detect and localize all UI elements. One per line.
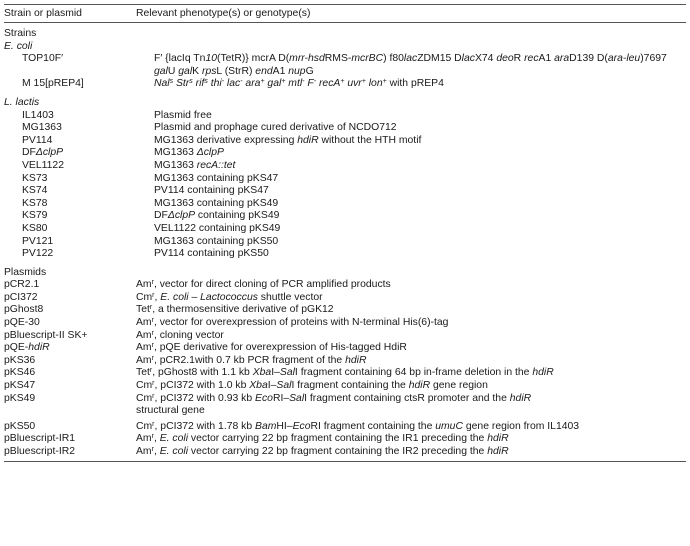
plasmid-name: pKS49 bbox=[4, 392, 36, 404]
table-header bbox=[4, 5, 686, 22]
table-row bbox=[4, 279, 686, 292]
genotype-desc: MG1363 containing pKS50 bbox=[154, 235, 279, 247]
section-label: Plasmids bbox=[4, 266, 47, 278]
plasmid-desc: Am$^r$, pQE derivative for overexpression of His-tagged HdiR bbox=[136, 342, 407, 354]
plasmid-name: pKS46 bbox=[4, 367, 36, 379]
strain-name: PV122 bbox=[22, 248, 54, 260]
section-llactis bbox=[4, 97, 686, 110]
genotype-desc: PV114 containing pKS50 bbox=[154, 248, 269, 260]
strain-name: KS73 bbox=[22, 172, 48, 184]
table-row bbox=[4, 304, 686, 317]
table-row bbox=[4, 147, 686, 160]
plasmid-name: pCR2.1 bbox=[4, 279, 40, 291]
table-row bbox=[4, 173, 686, 186]
table-row bbox=[4, 135, 686, 148]
strain-name: KS80 bbox=[22, 222, 48, 234]
genotype-desc: PV114 containing pKS47 bbox=[154, 185, 269, 197]
genotype-desc: F′ {lacIq Tn10(TetR)} mcrA D(mrr-hsdRMS-mcrBC) f80lacZDM15 DlacX74 deoR recA1 araD139 D(ara-leu)7697 galU galK rpsL (StrR) endA1 nupG bbox=[154, 53, 667, 77]
table-row bbox=[4, 248, 686, 261]
table-row bbox=[4, 433, 686, 446]
plasmid-desc: Am$^r$, E. coli vector carrying 22 bp fragment containing the IR1 preceding the hdiR bbox=[136, 433, 509, 445]
table-row bbox=[4, 380, 686, 393]
strain-name: KS79 bbox=[22, 210, 48, 222]
table-row bbox=[4, 122, 686, 135]
strain-name: IL1403 bbox=[22, 109, 54, 121]
strain-name: PV114 bbox=[22, 134, 53, 146]
section-label: L. lactis bbox=[4, 96, 40, 108]
strain-name: TOP10F′ bbox=[22, 53, 64, 65]
table-row bbox=[4, 185, 686, 198]
genotype-desc: Plasmid free bbox=[154, 109, 212, 121]
table-row bbox=[4, 292, 686, 305]
plasmid-name: pKS50 bbox=[4, 420, 36, 432]
section-ecoli bbox=[4, 41, 686, 54]
table-row bbox=[4, 198, 686, 211]
plasmid-name: pQE-30 bbox=[4, 317, 40, 329]
plasmid-name: pKS36 bbox=[4, 354, 36, 366]
section-plasmids bbox=[4, 267, 686, 280]
table-row bbox=[4, 446, 686, 459]
strains-plasmids-table bbox=[4, 4, 686, 462]
table-row bbox=[4, 53, 686, 78]
plasmid-name: pBluescript-IR1 bbox=[4, 433, 76, 445]
strain-name: M 15[pREP4] bbox=[22, 78, 84, 90]
table-row bbox=[4, 342, 686, 355]
plasmid-name: pGhost8 bbox=[4, 304, 44, 316]
header-rule bbox=[4, 22, 686, 23]
strain-name: DFΔclpP bbox=[22, 147, 64, 159]
genotype-desc: MG1363 containing pKS49 bbox=[154, 197, 279, 209]
plasmid-desc: Tet$^r$, a thermosensitive derivative of pGK12 bbox=[136, 304, 334, 316]
plasmid-name: pKS47 bbox=[4, 380, 36, 392]
genotype-desc: MG1363 recA::tet bbox=[154, 159, 236, 171]
genotype-desc: VEL1122 containing pKS49 bbox=[154, 222, 281, 234]
table-row bbox=[4, 421, 686, 434]
plasmid-desc: Am$^r$, vector for overexpression of proteins with N-terminal His(6)-tag bbox=[136, 317, 449, 329]
table-row bbox=[4, 110, 686, 123]
strain-name: KS74 bbox=[22, 185, 48, 197]
plasmid-desc: Tet$^r$, pGhost8 with 1.1 kb XbaI–SalI fragment containing 64 bp in-frame deletion in the hdiR bbox=[136, 367, 554, 379]
section-strains bbox=[4, 28, 686, 41]
plasmid-desc: Am$^r$, E. coli vector carrying 22 bp fragment containing the IR2 preceding the hdiR bbox=[136, 446, 509, 457]
plasmid-desc: Am$^r$, pCR2.1with 0.7 kb PCR fragment of the hdiR bbox=[136, 354, 367, 366]
bottom-rule bbox=[4, 461, 686, 462]
section-label: E. coli bbox=[4, 40, 33, 52]
genotype-desc: MG1363 containing pKS47 bbox=[154, 172, 279, 184]
plasmid-desc: Am$^r$, vector for direct cloning of PCR amplified products bbox=[136, 279, 391, 291]
plasmid-desc: Am$^r$, cloning vector bbox=[136, 329, 224, 341]
strain-name: KS78 bbox=[22, 197, 48, 209]
strain-name: MG1363 bbox=[22, 122, 62, 134]
strain-name: PV121 bbox=[22, 235, 54, 247]
genotype-desc: MG1363 ΔclpP bbox=[154, 147, 224, 159]
table-row bbox=[4, 210, 686, 223]
genotype-desc: MG1363 derivative expressing hdiR without the HTH motif bbox=[154, 134, 422, 146]
plasmid-name: pBluescript-II SK+ bbox=[4, 329, 88, 341]
plasmid-desc: Cm$^r$, pCI372 with 0.93 kb EcoRI–SalI fragment containing ctsR promoter and the hdiR structural gene bbox=[136, 392, 532, 417]
plasmid-name: pBluescript-IR2 bbox=[4, 446, 76, 457]
table-row bbox=[4, 367, 686, 380]
table-row bbox=[4, 393, 686, 418]
table-row bbox=[4, 317, 686, 330]
plasmid-desc: Cm$^r$, pCI372 with 1.0 kb XbaI–SalI fragment containing the hdiR gene region bbox=[136, 380, 488, 392]
table-row bbox=[4, 223, 686, 236]
plasmid-desc: Cm$^r$, E. coli – Lactococcus shuttle vector bbox=[136, 291, 323, 303]
plasmid-desc: Cm$^r$, pCI372 with 1.78 kb BamHI–EcoRI fragment containing the umuC gene region from IL1403 bbox=[136, 420, 580, 432]
genotype-desc: DFΔclpP containing pKS49 bbox=[154, 210, 280, 222]
section-label: Strains bbox=[4, 28, 37, 39]
genotype-desc: Plasmid and prophage cured derivative of NCDO712 bbox=[154, 122, 397, 134]
header-col-genotype: Relevant phenotype(s) or genotype(s) bbox=[136, 8, 311, 19]
plasmid-name: pQE-hdiR bbox=[4, 342, 50, 354]
table-row bbox=[4, 78, 686, 91]
strain-name: VEL1122 bbox=[22, 159, 64, 171]
table-row bbox=[4, 236, 686, 249]
plasmid-name: pCI372 bbox=[4, 291, 38, 303]
genotype-desc: Nal$^s$ Str$^s$ rif$^s$ thi- lac- ara+ gal+ mtl- F- recA+ uvr+ lon+ with pREP4 bbox=[154, 78, 444, 90]
table-row bbox=[4, 330, 686, 343]
table-row bbox=[4, 160, 686, 173]
header-col-strain: Strain or plasmid bbox=[4, 8, 82, 19]
table-row bbox=[4, 355, 686, 368]
